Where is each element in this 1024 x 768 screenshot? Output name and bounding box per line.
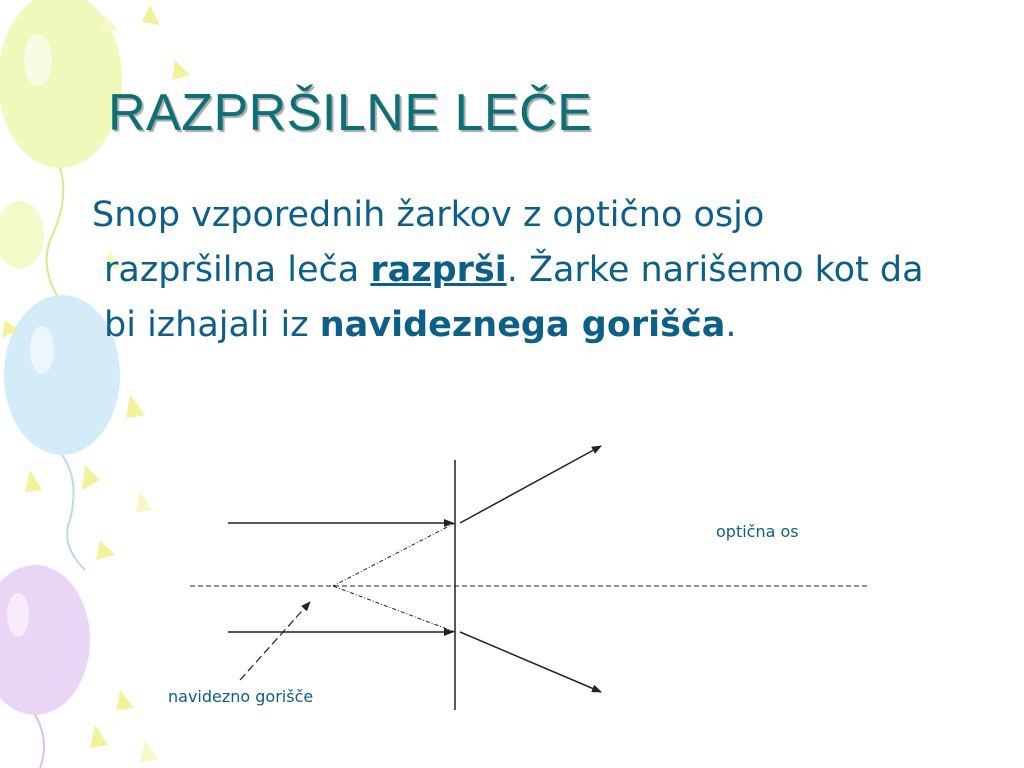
- optical-axis-label: optična os: [716, 522, 799, 541]
- body-text-emphasis-razprsi: razprši: [370, 250, 507, 290]
- body-text-part1: Snop vzporednih žarkov z optično osjo razpršilna leča: [92, 195, 765, 290]
- virtual-focus-label: navidezno gorišče: [168, 687, 314, 706]
- body-text-part5: .: [725, 305, 737, 345]
- virtual-focus-pointer: [240, 602, 310, 680]
- virtual-extension-upper: [333, 523, 455, 586]
- slide-title: RAZPRŠILNE LEČE: [108, 84, 593, 142]
- virtual-extension-lower: [333, 586, 455, 632]
- body-text-part3: . Žarke narišemo kot da bi izhajali iz: [104, 250, 924, 345]
- refracted-ray-upper: [460, 446, 601, 523]
- body-text-emphasis-virtual-focus: navideznega gorišča: [319, 305, 726, 345]
- refracted-ray-lower: [460, 632, 601, 692]
